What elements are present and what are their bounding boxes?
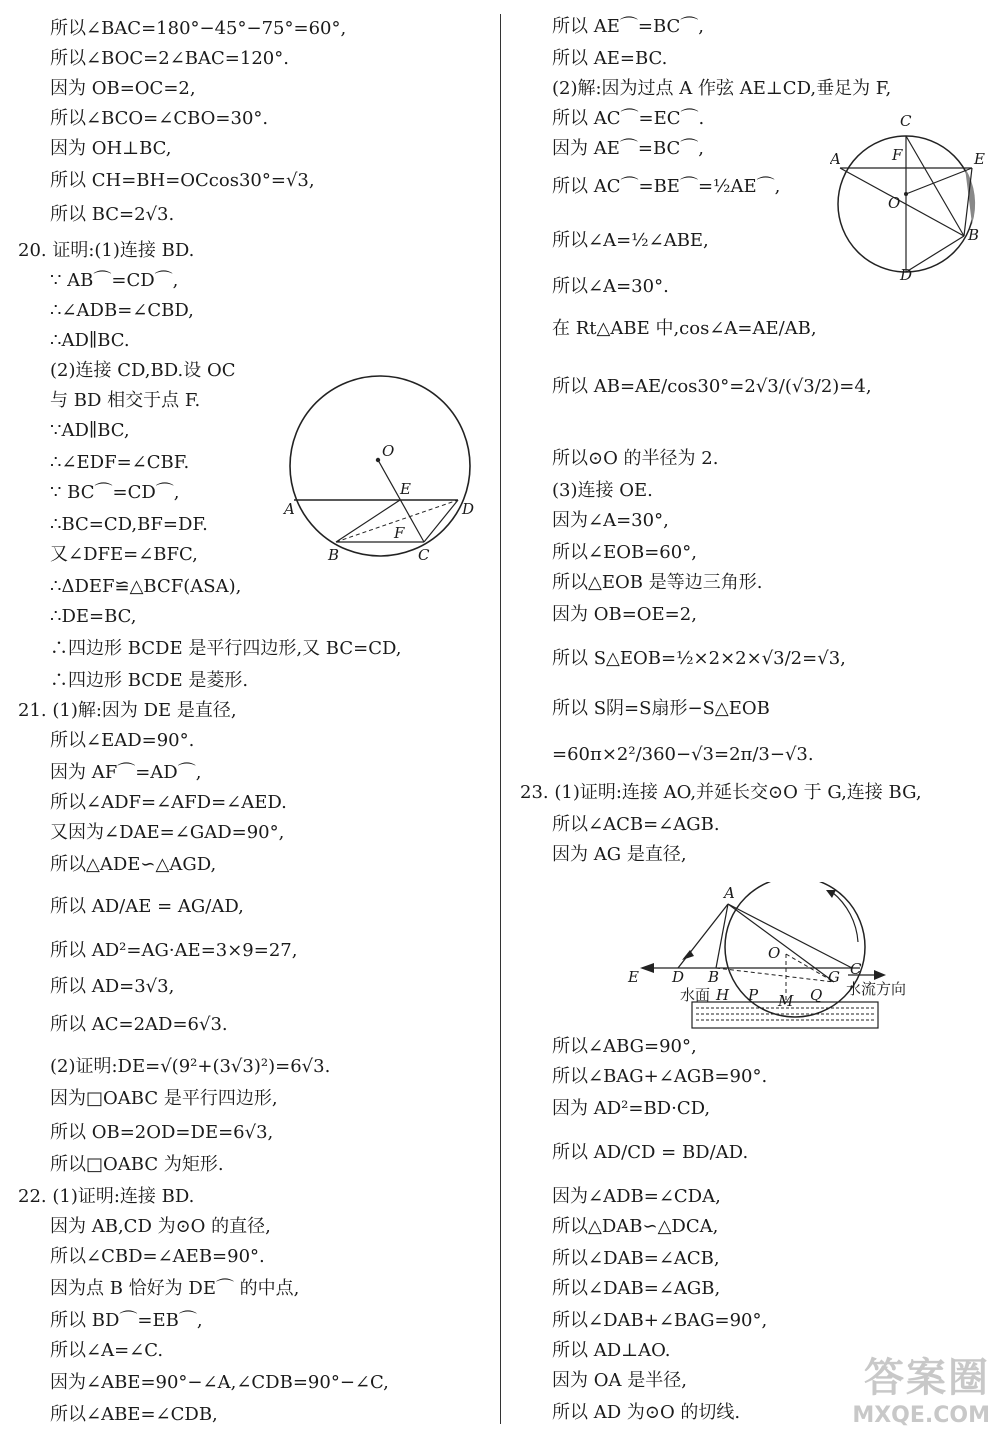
fig22-label-e: E — [974, 150, 985, 168]
right-line: 因为 AD²=BD·CD, — [552, 1098, 711, 1119]
right-line: 所以△DAB∽△DCA, — [552, 1216, 719, 1237]
left-line: ∴DE=BC, — [50, 606, 137, 627]
left-line: 所以△ADE∽△AGD, — [50, 854, 217, 875]
fig23-label-h: H — [716, 986, 730, 1004]
right-line: 所以 AE=BC. — [552, 48, 668, 69]
left-line: ∴∠EDF=∠CBF. — [50, 452, 190, 473]
left-line: ∴AD∥BC. — [50, 330, 130, 351]
fig23-label-m: M — [778, 992, 794, 1010]
left-line: 所以 AD=3√3, — [50, 976, 175, 997]
right-line: 所以∠ABG=90°, — [552, 1036, 697, 1057]
left-line: 因为 OH⊥BC, — [50, 138, 172, 159]
left-line: 所以 CH=BH=OCcos30°=√3, — [50, 170, 315, 191]
right-line: 因为 OA 是半径, — [552, 1370, 687, 1391]
right-line: 因为 AG 是直径, — [552, 844, 687, 865]
right-line: 所以∠ACB=∠AGB. — [552, 814, 720, 835]
left-line: 所以∠BCO=∠CBO=30°. — [50, 108, 269, 129]
left-line: 所以∠EAD=90°. — [50, 730, 195, 751]
fig22-label-f: F — [892, 146, 903, 164]
left-line: ∴四边形 BCDE 是平行四边形,又 BC=CD, — [50, 638, 402, 659]
left-line: 所以 AC=2AD=6√3. — [50, 1014, 228, 1035]
right-line: (2)解:因为过点 A 作弦 AE⊥CD,垂足为 F, — [552, 78, 892, 99]
left-line: ∴∠ADB=∠CBD, — [50, 300, 194, 321]
right-line: 所以⊙O 的半径为 2. — [552, 448, 719, 469]
left-line: (2)证明:DE=√(9²+(3√3)²)=6√3. — [50, 1056, 331, 1077]
right-line: 因为 AE⌒=BC⌒, — [552, 138, 704, 159]
left-line: 因为 AF⌒=AD⌒, — [50, 762, 202, 783]
fig22-label-d: D — [900, 266, 913, 283]
fig23-label-p: P — [748, 986, 759, 1004]
left-line: 所以∠BAC=180°−45°−75°=60°, — [50, 18, 347, 39]
fig22-label-a: A — [830, 150, 841, 168]
fig23-label-e: E — [628, 968, 639, 986]
left-line: 所以∠CBD=∠AEB=90°. — [50, 1246, 265, 1267]
left-line: (2)连接 CD,BD.设 OC — [50, 360, 236, 381]
right-line: 23. (1)证明:连接 AO,并延长交⊙O 于 G,连接 BG, — [520, 782, 922, 803]
fig23-label-o: O — [768, 944, 781, 962]
left-line: 所以 BD⌒=EB⌒, — [50, 1310, 203, 1331]
left-line: ∵AD∥BC, — [50, 420, 130, 441]
right-line: 因为∠A=30°, — [552, 510, 669, 531]
right-line: 所以∠A=30°. — [552, 276, 669, 297]
right-line: 所以 S阴=S扇形−S△EOB — [552, 698, 770, 719]
right-line: 所以 S△EOB=½×2×2×√3/2=√3, — [552, 648, 846, 669]
right-line: 所以∠BAG+∠AGB=90°. — [552, 1066, 768, 1087]
left-line: 因为∠ABE=90°−∠A,∠CDB=90°−∠C, — [50, 1372, 389, 1393]
figure-20-circle — [278, 370, 478, 570]
fig20-label-o: O — [382, 442, 395, 460]
right-line: 因为∠ADB=∠CDA, — [552, 1186, 721, 1207]
fig20-label-d: D — [462, 500, 475, 518]
right-line: 所以∠A=½∠ABE, — [552, 230, 709, 251]
right-line: 所以∠EOB=60°, — [552, 542, 697, 563]
fig23-label-flow: 水流方向 — [846, 980, 907, 998]
fig22-label-o: O — [888, 194, 901, 212]
watermark — [852, 1346, 990, 1428]
left-line: 所以□OABC 为矩形. — [50, 1154, 224, 1175]
column-divider — [500, 14, 501, 1424]
left-line: 因为 OB=OC=2, — [50, 78, 196, 99]
right-line: 所以 AC⌒=EC⌒. — [552, 108, 705, 129]
right-line: 所以∠DAB+∠BAG=90°, — [552, 1310, 768, 1331]
figure-22-circle — [830, 108, 990, 283]
left-line: 所以 BC=2√3. — [50, 204, 175, 225]
right-line: (3)连接 OE. — [552, 480, 653, 501]
right-line: 在 Rt△ABE 中,cos∠A=AE/AB, — [552, 318, 817, 339]
fig22-label-b: B — [968, 226, 980, 244]
left-line: ∴BC=CD,BF=DF. — [50, 514, 208, 535]
right-line: 所以△EOB 是等边三角形. — [552, 572, 763, 593]
fig23-label-b: B — [708, 968, 720, 986]
left-line: 又因为∠DAE=∠GAD=90°, — [50, 822, 285, 843]
left-line: 所以 OB=2OD=DE=6√3, — [50, 1122, 274, 1143]
left-line: 所以∠A=∠C. — [50, 1340, 164, 1361]
fig23-label-c: C — [850, 960, 862, 978]
watermark-url: MXQE.COM — [852, 1403, 990, 1428]
fig23-label-surface: 水面 — [680, 986, 711, 1004]
right-line: 所以 AD 为⊙O 的切线. — [552, 1402, 741, 1423]
left-line: 因为点 B 恰好为 DE⌒ 的中点, — [50, 1278, 300, 1299]
right-line: 所以 AC⌒=BE⌒=½AE⌒, — [552, 176, 781, 197]
figure-23-circle — [620, 882, 920, 1037]
right-line: 所以∠DAB=∠ACB, — [552, 1248, 720, 1269]
left-line: 所以 AD/AE = AG/AD, — [50, 896, 244, 917]
left-line: 因为□OABC 是平行四边形, — [50, 1088, 278, 1109]
right-line: =60π×2²/360−√3=2π/3−√3. — [552, 744, 814, 765]
left-line: 所以∠ADF=∠AFD=∠AED. — [50, 792, 287, 813]
right-line: 所以 AD⊥AO. — [552, 1340, 671, 1361]
right-line: 所以 AB=AE/cos30°=2√3/(√3/2)=4, — [552, 376, 872, 397]
fig20-label-b: B — [328, 546, 340, 564]
left-line: ∵ AB⌒=CD⌒, — [50, 270, 179, 291]
fig23-label-g: G — [828, 968, 840, 986]
right-line: 所以 AD/CD = BD/AD. — [552, 1142, 749, 1163]
fig23-label-d: D — [672, 968, 685, 986]
right-line: 因为 OB=OE=2, — [552, 604, 697, 625]
left-line: ∵ BC⌒=CD⌒, — [50, 482, 180, 503]
left-line: 所以∠ABE=∠CDB, — [50, 1404, 218, 1425]
left-line: 与 BD 相交于点 F. — [50, 390, 201, 411]
fig22-label-c: C — [900, 112, 912, 130]
fig23-label-a: A — [724, 884, 735, 902]
left-line: 因为 AB,CD 为⊙O 的直径, — [50, 1216, 271, 1237]
fig20-label-c: C — [418, 546, 430, 564]
fig20-label-f: F — [394, 524, 405, 542]
left-line: 21. (1)解:因为 DE 是直径, — [18, 700, 237, 721]
left-line: 所以∠BOC=2∠BAC=120°. — [50, 48, 289, 69]
left-line: 所以 AD²=AG·AE=3×9=27, — [50, 940, 298, 961]
left-line: ∴四边形 BCDE 是菱形. — [50, 670, 249, 691]
left-line: 20. 证明:(1)连接 BD. — [18, 240, 195, 261]
fig20-label-e: E — [400, 480, 411, 498]
watermark-logo-text: 答案圈 — [864, 1355, 990, 1401]
fig20-label-a: A — [284, 500, 295, 518]
right-line: 所以 AE⌒=BC⌒, — [552, 16, 704, 37]
right-line: 所以∠DAB=∠AGB, — [552, 1278, 721, 1299]
fig23-label-q: Q — [810, 986, 823, 1004]
left-line: 22. (1)证明:连接 BD. — [18, 1186, 195, 1207]
left-line: ∴ΔDEF≌△BCF(ASA), — [50, 576, 242, 597]
left-line: 又∠DFE=∠BFC, — [50, 544, 198, 565]
